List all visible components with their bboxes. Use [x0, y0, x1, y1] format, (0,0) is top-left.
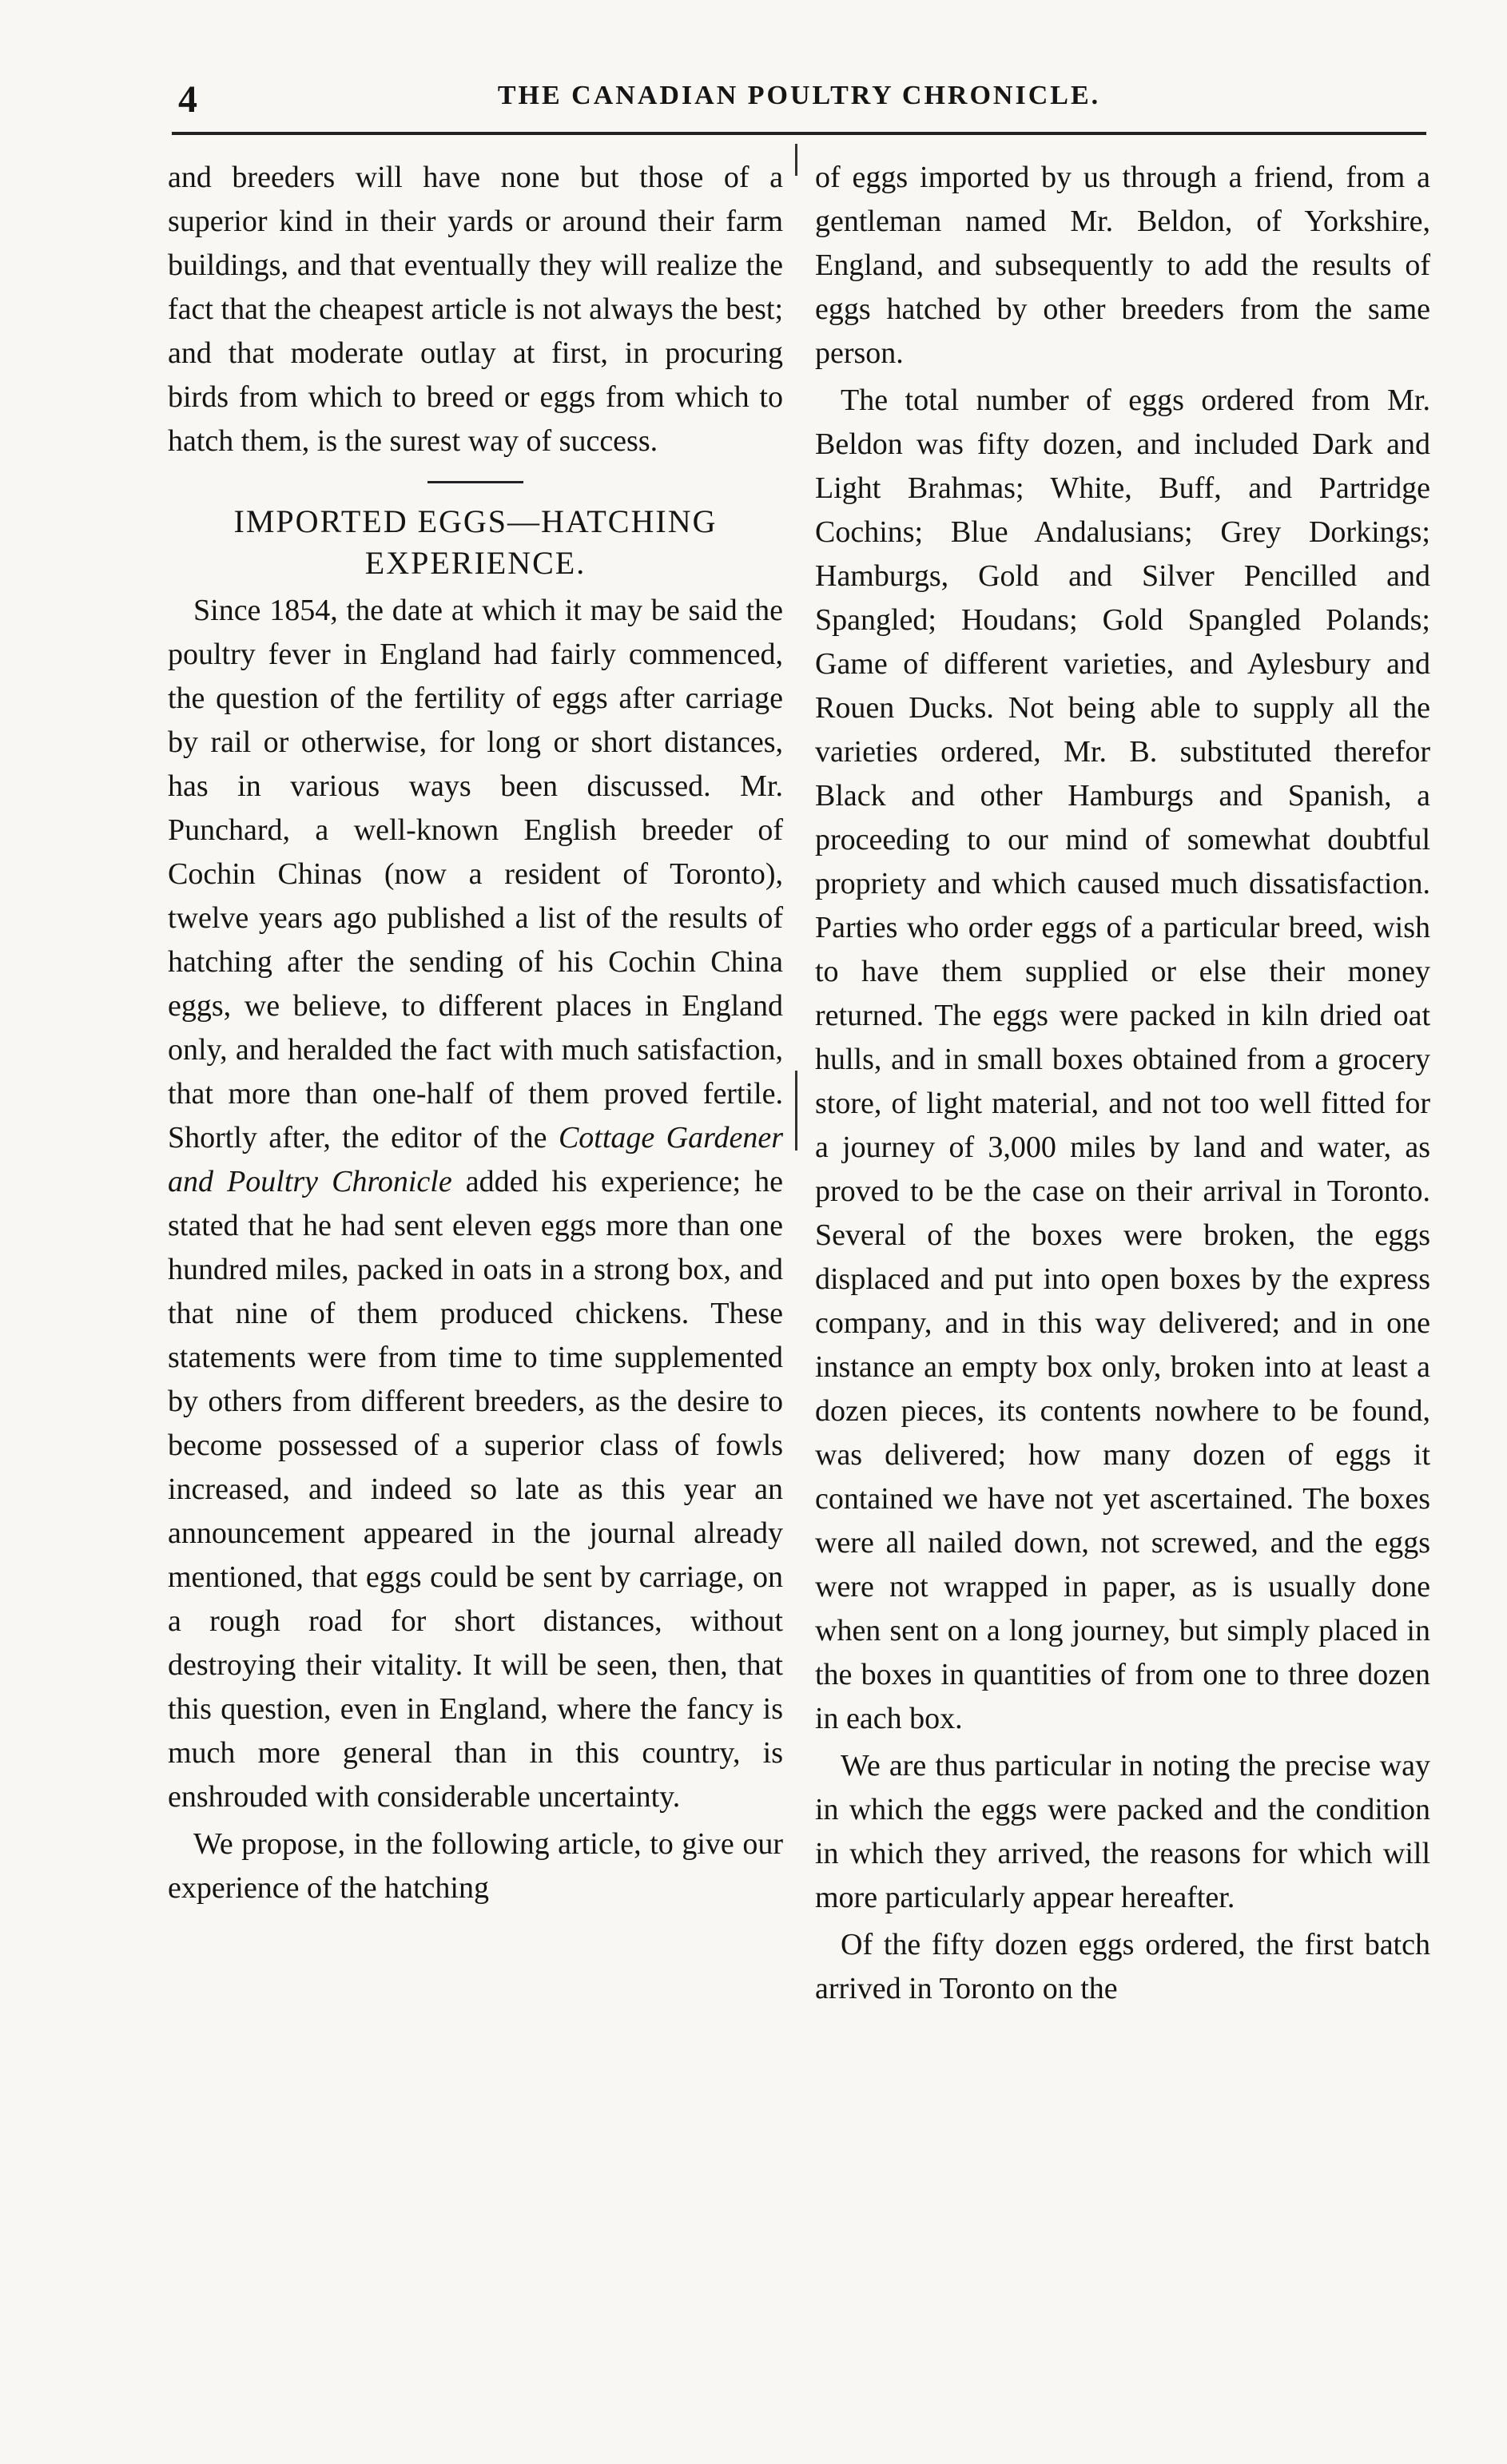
left-paragraph-2: [168, 589, 783, 1819]
running-title: THE CANADIAN POULTRY CHRONICLE.: [497, 81, 1101, 110]
left-paragraph-3: We propose, in the following article, to give our experience of the hatching: [168, 1827, 783, 1905]
left-paragraph-1: and breeders will have none but those of a superior kind in their yards or around their farm buildings, and that eventually they will realize the fact that the cheapest article is not always the best; and that moderate outlay at first, in procuring birds from which to breed or eggs from which to hatch them, is the surest way of success.: [168, 161, 783, 458]
header-rule: [172, 132, 1426, 135]
right-column: [815, 156, 1430, 2011]
section-title: [168, 501, 783, 584]
page-header: [172, 76, 1426, 124]
left-column: [168, 156, 783, 1910]
left-paragraph-2-end: added his experience; he stated that he had sent eleven eggs more than one hundred miles, packed in oats in a strong box, and that nine of them produced chickens. These statements were from time to time supplemented by others from different breeders, as the desire to become possessed of a superior class of fowls increased, and indeed so late as this year an announcement appeared in the journal already mentioned, that eggs could be sent by carriage, on a rough road for short distances, without destroying their vitality. It will be seen, then, that this question, even in England, where the fancy is much more general than in this country, is enshrouded with considerable uncertainty.: [168, 1165, 784, 1814]
section-title-line-1: IMPORTED EGGS—HATCHING: [233, 503, 718, 539]
publication-title: Cottage Gardener and Poultry Chronicle: [168, 1121, 784, 1198]
right-paragraph-1: of eggs imported by us through a friend, from a gentleman named Mr. Beldon, of Yorkshire, England, and subsequently to add the results of eggs hatched by other breeders from the same person.: [815, 161, 1430, 370]
section-divider: [427, 481, 523, 483]
left-paragraph-2-start: Since 1854, the date at which it may be said the poultry fever in England had fairly commenced, the question of the fertility of eggs after carriage by rail or otherwise, for long or short distances, has in various ways been discussed. Mr. Punchard, a well-known English breeder of Cochin Chinas (now a resident of Toronto), twelve years ago published a list of the results of hatching after the sending of his Cochin China eggs, we believe, to different places in England only, and heralded the fact with much satisfaction, that more than one-half of them proved fertile. Shortly after, the editor of the: [168, 594, 783, 1155]
section-title-line-2: EXPERIENCE.: [364, 545, 586, 581]
gutter-mark: [795, 144, 797, 176]
right-paragraph-2: The total number of eggs ordered from Mr. Beldon was fifty dozen, and included Dark and Light Brahmas; White, Buff, and Partridge Cochins; Blue Andalusians; Grey Dorkings; Hamburgs, Gold and Silver Pencilled and Spangled; Houdans; Gold Spangled Polands; Game of different varieties, and Aylesbury and Rouen Ducks. Not being able to supply all the varieties ordered, Mr. B. substituted therefor Black and other Hamburgs and Spanish, a proceeding to our mind of somewhat doubtful propriety and which caused much dissatisfaction. Parties who order eggs of a particular breed, wish to have them supplied or else their money returned. The eggs were packed in kiln dried oat hulls, and in small boxes obtained from a grocery store, of light material, and not too well fitted for a journey of 3,000 miles by land and water, as proved to be the case on their arrival in Toronto. Several of the boxes were broken, the eggs displaced and put into open boxes by the express company, and in this way delivered; and in one instance an empty box only, broken into at least a dozen pieces, its contents nowhere to be found, was delivered; how many dozen of eggs it contained we have not yet ascertained. The boxes were all nailed down, not screwed, and the eggs were not wrapped in paper, as is usually done when sent on a long journey, but simply placed in the boxes in quantities of from one to three dozen in each box.: [815, 384, 1430, 1735]
right-paragraph-3: We are thus particular in noting the precise way in which the eggs were packed and the condition in which they arrived, the reasons for which will more particularly appear hereafter.: [815, 1749, 1430, 1914]
page-number: 4: [178, 78, 197, 121]
right-paragraph-4: Of the fifty dozen eggs ordered, the first batch arrived in Toronto on the: [815, 1928, 1430, 2005]
gutter-mark: [795, 1071, 797, 1151]
